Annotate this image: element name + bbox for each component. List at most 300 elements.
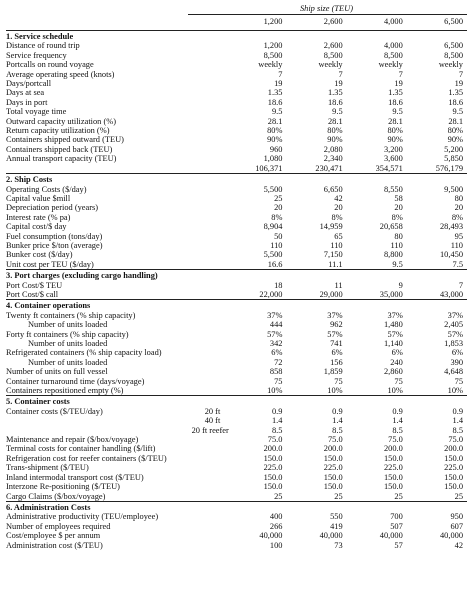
row-sublabel (192, 164, 227, 174)
cell-value: 37% (447, 310, 463, 320)
table-row (6, 339, 467, 348)
row-sublabel (192, 444, 227, 453)
cell-value: 110 (330, 240, 343, 250)
table-row (6, 290, 467, 300)
cell-value: 11 (334, 280, 343, 290)
row-sublabel (192, 79, 227, 88)
cell-value: 225.0 (444, 463, 463, 473)
row-sublabel (192, 250, 227, 259)
cell-value: 80 (394, 231, 403, 241)
cell-value: 150.0 (323, 453, 343, 463)
cell-value: 80% (447, 126, 463, 136)
cell-value: 8% (271, 212, 283, 222)
cell-value: 75 (454, 376, 463, 386)
section-heading-row (6, 396, 467, 407)
ship-size-col-4: 6,500 (444, 17, 463, 26)
row-sublabel (192, 70, 227, 79)
section-heading: 1. Service schedule (6, 31, 467, 42)
cell-value: 200.0 (323, 444, 343, 454)
cell-value: 7,150 (323, 250, 343, 260)
cell-value: 8% (331, 212, 343, 222)
row-sublabel (192, 60, 227, 69)
row-sublabel (192, 281, 227, 290)
table-row (6, 512, 467, 521)
cell-value: 1.35 (327, 88, 343, 98)
row-label: Port Cost/$ TEU (6, 280, 63, 290)
row-sublabel (192, 222, 227, 231)
cell-value: 150.0 (263, 453, 283, 463)
table-row (6, 348, 467, 357)
row-label: Administration cost ($/TEU) (6, 540, 103, 550)
section-heading-row (6, 31, 467, 42)
row-label: Bunker cost ($/day) (6, 250, 73, 260)
cell-value: 1.4 (271, 416, 283, 426)
cell-value: 4,000 (383, 41, 403, 51)
table-row (6, 194, 467, 203)
cell-value: 1,480 (383, 320, 403, 330)
cell-value: 106,371 (255, 163, 283, 173)
row-sublabel (192, 348, 227, 357)
row-sublabel (192, 194, 227, 203)
section-heading-row (6, 270, 467, 281)
cell-value: 8,904 (263, 222, 283, 232)
table-row (6, 135, 467, 144)
row-sublabel (192, 135, 227, 144)
cell-value: 2,080 (323, 144, 343, 154)
row-label: Service frequency (6, 50, 67, 60)
cell-value: 20,658 (379, 222, 403, 232)
cell-value: 0.9 (452, 406, 463, 416)
row-label: Terminal costs for container handling ($/lift) (6, 444, 156, 454)
cell-value: 65 (334, 231, 343, 241)
row-sublabel (192, 260, 227, 270)
cell-value: weekly (438, 60, 463, 70)
ship-size-title: Ship size (TEU) (299, 4, 354, 13)
cell-value: 0.9 (271, 406, 283, 416)
row-label: Refrigerated containers (% ship capacity load) (6, 348, 162, 358)
table-row (6, 367, 467, 376)
row-label: Number of units on full vessel (6, 367, 108, 377)
cell-value: weekly (318, 60, 343, 70)
cell-value: 57% (387, 329, 403, 339)
row-sublabel (192, 41, 227, 50)
row-sublabel (192, 241, 227, 250)
cell-value: 19 (454, 79, 463, 89)
cell-value: 72 (274, 357, 283, 367)
cell-value: 18 (274, 280, 283, 290)
row-label: Cost/employee $ per annum (6, 531, 101, 541)
row-label: Containers repositioned empty (%) (6, 386, 124, 396)
cell-value: 354,571 (375, 163, 403, 173)
cell-value: 444 (269, 320, 283, 330)
cell-value: 200.0 (383, 444, 403, 454)
cell-value: 225.0 (323, 463, 343, 473)
table-row (6, 482, 467, 491)
cell-value: 0.9 (332, 406, 343, 416)
row-label: Container costs ($/TEU/day) (6, 406, 103, 416)
cell-value: 40,000 (379, 531, 403, 541)
cell-value: 576,179 (435, 163, 463, 173)
table-row (6, 41, 467, 50)
cell-value: 7 (398, 69, 403, 79)
row-sublabel (192, 473, 227, 482)
ship-size-header-row (6, 15, 467, 31)
row-label: Trans-shipment ($/TEU) (6, 463, 89, 473)
ship-size-col-3: 4,000 (383, 17, 403, 26)
table-row (6, 522, 467, 531)
table-row (6, 281, 467, 290)
row-label: Outward capacity utilization (%) (6, 116, 116, 126)
table-row (6, 492, 467, 502)
cell-value: 80% (327, 126, 343, 136)
cell-value: 19 (334, 79, 343, 89)
row-sublabel (192, 330, 227, 339)
cell-value: 75 (394, 376, 403, 386)
table-row (6, 213, 467, 222)
cell-value: 2,405 (444, 320, 463, 330)
cell-value: 75 (334, 376, 343, 386)
table-row (6, 98, 467, 107)
cell-value: 7 (458, 280, 463, 290)
cell-value: 2,600 (323, 41, 343, 51)
cell-value: 7 (278, 69, 283, 79)
section-heading: 4. Container operations (6, 300, 467, 311)
row-sublabel (192, 232, 227, 241)
row-sublabel (192, 358, 227, 367)
cell-value: 150.0 (444, 482, 463, 492)
cell-value: 950 (450, 512, 463, 522)
cell-value: 57 (394, 540, 403, 550)
cell-value: 25 (394, 491, 403, 501)
cell-value: 9 (398, 280, 403, 290)
row-sublabel (192, 386, 227, 396)
cell-value: 1.35 (448, 88, 463, 98)
cell-value: 20 (274, 203, 283, 213)
table-row (6, 473, 467, 482)
cell-value: 40,000 (439, 531, 463, 541)
row-label: Annual transport capacity (TEU) (6, 154, 117, 164)
cell-value: 75.0 (327, 435, 343, 445)
row-sublabel (192, 145, 227, 154)
cell-value: 22,000 (259, 289, 283, 299)
cell-value: 5,850 (444, 154, 463, 164)
section-heading: 2. Ship Costs (6, 174, 467, 185)
cell-value: 150.0 (383, 482, 403, 492)
row-label: Twenty ft containers (% ship capacity) (6, 310, 136, 320)
cell-value: 28.1 (388, 116, 403, 126)
row-sublabel (192, 290, 227, 300)
cell-value: 10,450 (439, 250, 463, 260)
ship-size-col-2: 2,600 (323, 17, 343, 26)
row-sublabel (192, 213, 227, 222)
row-sublabel (192, 154, 227, 163)
cell-value: 7 (458, 69, 463, 79)
row-label: Cargo Claims ($/box/voyage) (6, 491, 106, 501)
row-sublabel (192, 320, 227, 329)
cell-value: 110 (270, 240, 283, 250)
cell-value: 18.6 (388, 97, 403, 107)
row-sublabel (192, 377, 227, 386)
cell-value: 8% (391, 212, 403, 222)
cell-value: 110 (450, 240, 463, 250)
row-label: Number of units loaded (28, 320, 108, 330)
cell-value: 37% (387, 310, 403, 320)
row-label: Interzone Re-positioning ($/TEU) (6, 482, 120, 492)
row-sublabel (192, 435, 227, 444)
cell-value: 150.0 (444, 472, 463, 482)
table-row (6, 60, 467, 69)
cell-value: 8% (451, 212, 463, 222)
table-row (6, 164, 467, 174)
row-sublabel (192, 541, 227, 550)
row-label: Days in port (6, 97, 48, 107)
cell-value: 507 (390, 521, 403, 531)
cell-value: 1,080 (263, 154, 283, 164)
cell-value: 100 (269, 540, 283, 550)
row-label: Capital value $mill (6, 193, 71, 203)
cell-value: 80% (387, 126, 403, 136)
table-row (6, 358, 467, 367)
table-row (6, 117, 467, 126)
cell-value: 75.0 (267, 435, 283, 445)
row-label: Administrative productivity (TEU/employee) (6, 512, 159, 522)
cell-value: 10% (447, 386, 463, 396)
row-label: Containers shipped outward (TEU) (6, 135, 124, 145)
cell-value: 90% (327, 135, 343, 145)
row-label: Number of employees required (6, 521, 111, 531)
cell-value: 150.0 (323, 472, 343, 482)
cell-value: 19 (274, 79, 283, 89)
row-sublabel (192, 98, 227, 107)
row-label: Distance of round trip (6, 41, 80, 51)
row-sublabel (192, 492, 227, 502)
cell-value: 43,000 (439, 289, 463, 299)
cell-value: 40,000 (319, 531, 343, 541)
cell-value: 7 (338, 69, 343, 79)
row-label: Number of units loaded (28, 339, 108, 348)
table-row (6, 386, 467, 396)
cell-value: 1,140 (383, 339, 403, 348)
cost-table (6, 15, 467, 550)
cell-value: 7.5 (452, 259, 463, 269)
table-row (6, 51, 467, 60)
cell-value: 35,000 (379, 289, 403, 299)
row-sublabel: 40 ft (204, 416, 221, 426)
table-row (6, 145, 467, 154)
row-label: Capital cost/$ day (6, 222, 67, 232)
row-label (6, 426, 192, 435)
cell-value: 8,500 (383, 50, 403, 60)
cell-value: 20 (454, 203, 463, 213)
cell-value: 266 (269, 521, 283, 531)
row-sublabel (192, 522, 227, 531)
cell-value: 607 (450, 521, 463, 531)
row-label (6, 164, 192, 174)
cell-value: 28.1 (327, 116, 343, 126)
cell-value: 8.5 (452, 425, 463, 435)
row-label: Average operating speed (knots) (6, 69, 115, 79)
cell-value: 6% (451, 348, 463, 358)
cell-value: 858 (269, 367, 283, 377)
cell-value: 25 (334, 491, 343, 501)
table-row (6, 311, 467, 320)
cell-value: 42 (334, 193, 343, 203)
table-row (6, 407, 467, 416)
table-row (6, 435, 467, 444)
cell-value: 16.6 (267, 259, 283, 269)
cell-value: 240 (390, 357, 403, 367)
cell-value: 150.0 (263, 472, 283, 482)
table-row (6, 222, 467, 231)
row-label: Return capacity utilization (%) (6, 126, 110, 136)
cell-value: 19 (394, 79, 403, 89)
cell-value: 8,500 (263, 50, 283, 60)
cell-value: 8.5 (332, 425, 343, 435)
cell-value: 6% (331, 348, 343, 358)
cell-value: 75.0 (448, 435, 463, 445)
cell-value: 6,500 (444, 41, 463, 51)
table-row (6, 203, 467, 212)
row-label: Containers shipped back (TEU) (6, 144, 113, 154)
cell-value: 550 (330, 512, 343, 522)
cell-value: 58 (394, 193, 403, 203)
row-label: Fuel consumption (tons/day) (6, 231, 103, 241)
ship-size-col-1: 1,200 (263, 17, 283, 26)
cell-value: 9.5 (452, 107, 463, 117)
cell-value: 40,000 (259, 531, 283, 541)
table-row (6, 416, 467, 425)
cell-value: 6% (271, 348, 283, 358)
cell-value: 1,200 (263, 41, 283, 51)
cell-value: 962 (330, 320, 343, 330)
table-row (6, 330, 467, 339)
section-heading-row (6, 300, 467, 311)
row-sublabel (192, 203, 227, 212)
row-label: Operating Costs ($/day) (6, 184, 87, 194)
cell-value: 150.0 (383, 472, 403, 482)
cell-value: 9.5 (332, 107, 343, 117)
cell-value: 8,800 (383, 250, 403, 260)
cell-value: 37% (267, 310, 283, 320)
cell-value: 6,650 (323, 184, 343, 194)
table-row (6, 444, 467, 453)
cell-value: 25 (274, 491, 283, 501)
cell-value: 80 (454, 193, 463, 203)
row-sublabel (192, 367, 227, 376)
cell-value: 9.5 (271, 107, 283, 117)
cell-value: 400 (269, 512, 283, 522)
table-row (6, 79, 467, 88)
table-row (6, 541, 467, 550)
cell-value: 3,200 (383, 144, 403, 154)
row-label: Forty ft containers (% ship capacity) (6, 329, 129, 339)
cell-value: 200.0 (263, 444, 283, 454)
cell-value: 150.0 (323, 482, 343, 492)
row-sublabel (192, 463, 227, 472)
table-row (6, 241, 467, 250)
table-row (6, 320, 467, 329)
cell-value: 28.1 (267, 116, 283, 126)
table-row (6, 232, 467, 241)
cell-value: 1.35 (267, 88, 283, 98)
cell-value: 390 (450, 357, 463, 367)
cell-value: 9,500 (444, 184, 463, 194)
cell-value: 10% (327, 386, 343, 396)
cell-value: 5,500 (263, 184, 283, 194)
row-sublabel: 20 ft (204, 406, 221, 416)
cell-value: 6% (391, 348, 403, 358)
cell-value: 1,859 (323, 367, 343, 377)
cell-value: 230,471 (315, 163, 343, 173)
cell-value: 57% (327, 329, 343, 339)
table-row (6, 531, 467, 540)
cell-value: 90% (387, 135, 403, 145)
table-row (6, 70, 467, 79)
cell-value: 73 (334, 540, 343, 550)
row-sublabel (192, 117, 227, 126)
row-sublabel (192, 51, 227, 60)
table-row (6, 260, 467, 270)
section-heading: 3. Port charges (excluding cargo handling) (6, 270, 467, 281)
cell-value: 18.6 (448, 97, 463, 107)
cell-value: 8,500 (323, 50, 343, 60)
cell-value: 225.0 (383, 463, 403, 473)
cell-value: 75.0 (388, 435, 403, 445)
section-heading: 5. Container costs (6, 396, 467, 407)
cell-value: 18.6 (267, 97, 283, 107)
row-sublabel (192, 126, 227, 135)
cell-value: 156 (330, 357, 343, 367)
cell-value: 8,550 (383, 184, 403, 194)
row-label: Depreciation period (years) (6, 203, 99, 213)
row-label: Unit cost per TEU ($/day) (6, 259, 94, 269)
cell-value: 10% (387, 386, 403, 396)
cell-value: 10% (267, 386, 283, 396)
section-heading-row (6, 174, 467, 185)
row-label: Days at sea (6, 88, 45, 98)
table-row (6, 88, 467, 97)
cell-value: 75 (274, 376, 283, 386)
row-label: Portcalls on round voyage (6, 60, 94, 70)
cell-value: 3,600 (383, 154, 403, 164)
cell-value: 57% (267, 329, 283, 339)
row-label: Total voyage time (6, 107, 67, 117)
row-label: Refrigeration cost for reefer containers ($/TEU) (6, 453, 167, 463)
table-row (6, 126, 467, 135)
cell-value: 20 (334, 203, 343, 213)
section-heading: 6. Administration Costs (6, 501, 467, 512)
cell-value: 18.6 (327, 97, 343, 107)
table-row (6, 154, 467, 163)
cell-value: 14,959 (319, 222, 343, 232)
section-heading-row (6, 501, 467, 512)
cell-value: 150.0 (263, 482, 283, 492)
row-label: Interest rate (% pa) (6, 212, 71, 222)
row-label: Port Cost/$ call (6, 289, 59, 299)
row-sublabel (192, 107, 227, 116)
row-sublabel: 20 ft reefer (191, 425, 229, 435)
table-row (6, 377, 467, 386)
cell-value: 4,648 (444, 367, 463, 377)
cell-value: 80% (267, 126, 283, 136)
cell-value: 1.4 (392, 416, 403, 426)
cell-value: 28,493 (439, 222, 463, 232)
cell-value: 5,200 (444, 144, 463, 154)
cell-value: 90% (447, 135, 463, 145)
row-label: Number of units loaded (28, 357, 108, 367)
cell-value: 50 (274, 231, 283, 241)
cell-value: 225.0 (263, 463, 283, 473)
